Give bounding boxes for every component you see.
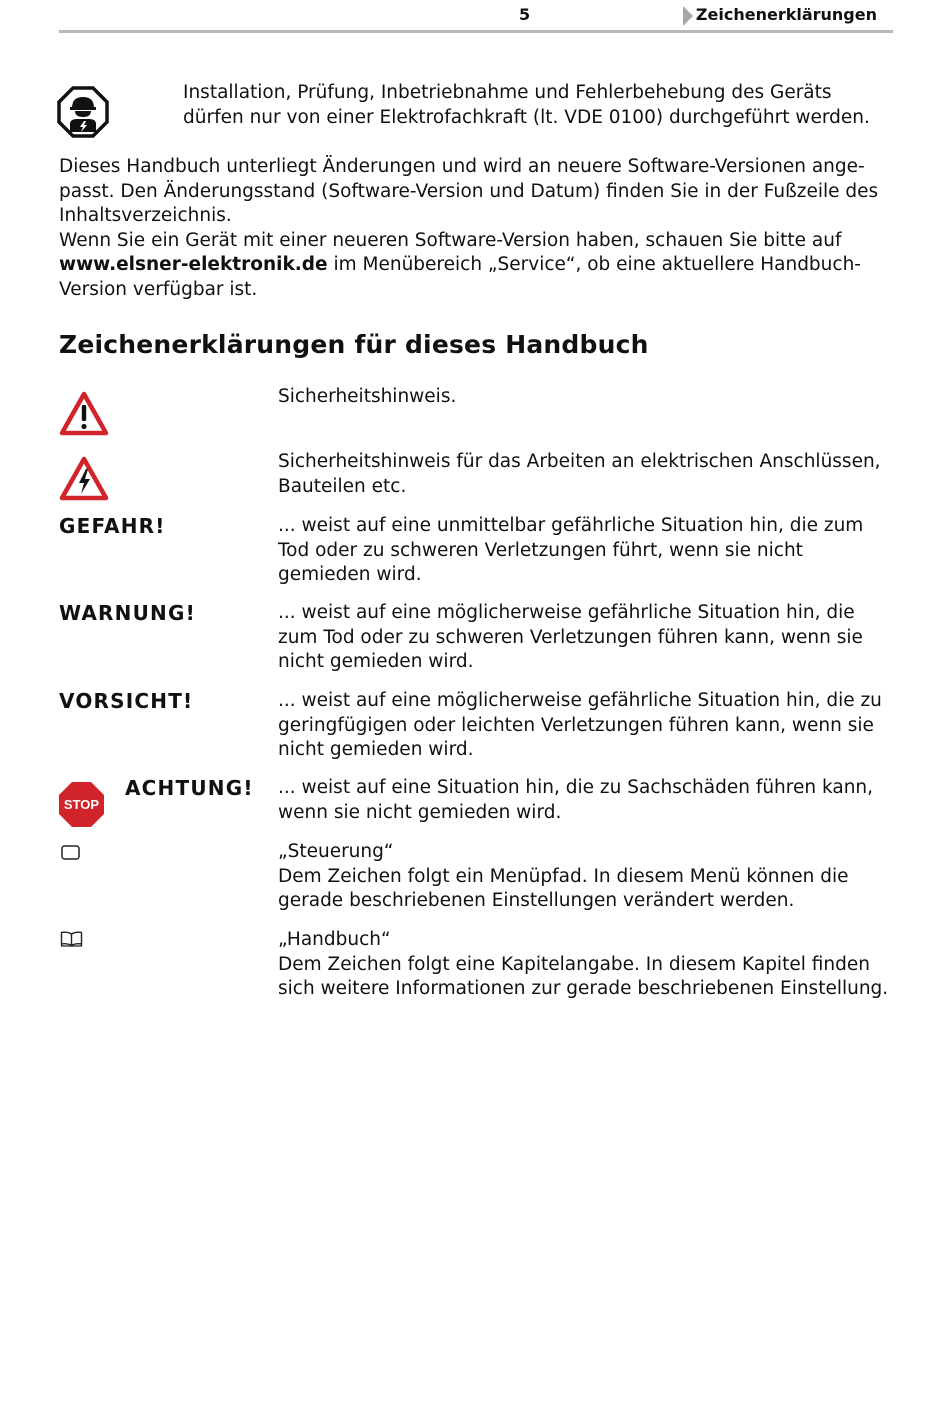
electrical-hazard-icon xyxy=(59,456,109,501)
warning-text: ... weist auf eine möglicherweise gefährliche Situation hin, die zum Tod oder zu schweren Verletzungen führen kann, wenn sie nicht gemieden wird. xyxy=(278,602,863,672)
stop-sign-icon xyxy=(58,781,105,828)
intro-text: Installation, Prüfung, Inbetriebnahme und Fehlerbehebung des Geräts dürfen nur von einer Elektrofachkraft (lt. VDE 0100) durchgeführt werden. xyxy=(183,82,870,128)
danger-label: GEFAHR! xyxy=(59,514,166,538)
paragraph-line: passt. Den Änderungsstand (Software-Version und Datum) finden Sie in der Fußzeile des xyxy=(59,180,879,202)
caution-label: VORSICHT! xyxy=(59,689,194,713)
paragraph-line-rest: im Menübereich „Service“, ob eine aktuellere Handbuch- xyxy=(327,254,861,275)
electrical-note-text: Sicherheitshinweis für das Arbeiten an elektrischen Anschlüssen, Bauteilen etc. xyxy=(278,451,881,497)
danger-text: ... weist auf eine unmittelbar gefährliche Situation hin, die zum Tod oder zu schweren Verletzungen führt, wenn sie nicht gemieden wird. xyxy=(278,515,864,585)
stop-sign-text: STOP xyxy=(63,797,100,812)
manual-text: Dem Zeichen folgt eine Kapitelangabe. In diesem Kapitel finden sich weitere Informationen zur gerade beschriebenen Einstellung. xyxy=(278,953,889,999)
book-icon xyxy=(60,931,83,947)
safety-note-text: Sicherheitshinweis. xyxy=(278,386,457,407)
paragraph-line: Inhaltsverzeichnis. xyxy=(59,205,232,226)
manual-title: „Handbuch“ xyxy=(278,929,391,950)
control-title: „Steuerung“ xyxy=(278,841,394,862)
header-title: Zeichenerklärungen xyxy=(695,5,877,24)
paragraph-line: Dieses Handbuch unterliegt Änderungen und wird an neuere Software-Versionen ange- xyxy=(59,156,865,177)
control-entry xyxy=(278,840,893,914)
warning-label: WARNUNG! xyxy=(59,601,196,625)
paragraph-line: Wenn Sie ein Gerät mit einer neueren Software-Version haben, schauen Sie bitte auf xyxy=(59,229,842,251)
manual-entry xyxy=(278,928,893,1002)
page-header xyxy=(59,0,893,33)
website-link[interactable]: www.elsner-elektronik.de xyxy=(59,254,328,275)
chevron-right-icon xyxy=(683,6,693,26)
control-text: Dem Zeichen folgt ein Menüpfad. In diesem Menü können die gerade beschriebenen Einstellungen verändert werden. xyxy=(278,865,849,911)
info-paragraph xyxy=(59,155,893,302)
electrician-icon xyxy=(57,86,109,138)
section-title: Zeichenerklärungen für dieses Handbuch xyxy=(59,330,649,359)
menu-box-icon xyxy=(61,845,80,860)
attention-text: ... weist auf eine Situation hin, die zu Sachschäden führen kann, wenn sie nicht gemieden wird. xyxy=(278,777,874,823)
warning-triangle-icon xyxy=(59,391,109,436)
paragraph-line: Version verfügbar ist. xyxy=(59,278,258,300)
page-number: 5 xyxy=(519,5,531,24)
attention-label: ACHTUNG! xyxy=(125,776,254,800)
caution-text: ... weist auf eine möglicherweise gefährliche Situation hin, die zu geringfügigen oder leichten Verletzungen führen kann, wenn sie nicht gemieden wird. xyxy=(278,690,882,760)
paragraph-line xyxy=(59,253,893,278)
